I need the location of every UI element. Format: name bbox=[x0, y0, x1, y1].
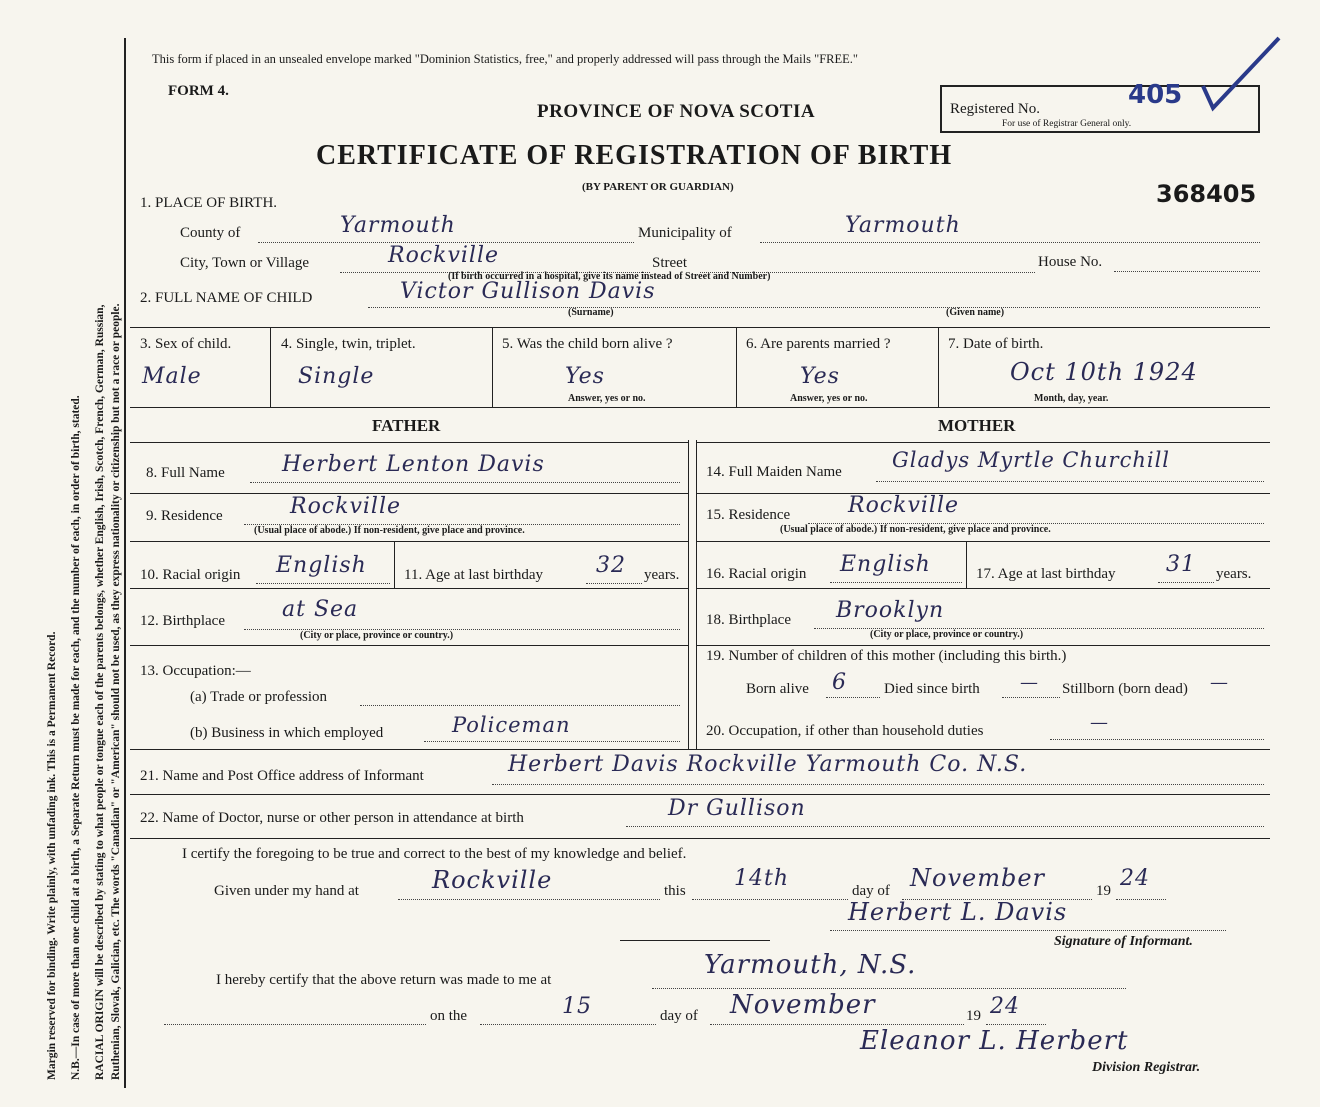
occupation-label: 13. Occupation:— bbox=[140, 663, 251, 679]
informant-signature: Herbert L. Davis bbox=[848, 898, 1068, 926]
mother-residence-note: (Usual place of abode.) If non-resident, give place and province. bbox=[780, 524, 1051, 535]
margin-note-2: N.B.—In case of more than one child at a birth, a Separate Return must be made for each, and the number of each, in order of birth, stated. bbox=[70, 395, 82, 1080]
mother-birthplace-note: (City or place, province or country.) bbox=[870, 629, 1024, 640]
father-residence-note: (Usual place of abode.) If non-resident, give place and province. bbox=[254, 525, 525, 536]
married-answer-note: Answer, yes or no. bbox=[790, 393, 868, 404]
fullname-label: 2. FULL NAME OF CHILD bbox=[140, 290, 313, 306]
return-place: Yarmouth, N.S. bbox=[704, 950, 917, 980]
registered-check-mark bbox=[1195, 34, 1285, 114]
father-age-label: 11. Age at last birthday bbox=[404, 567, 543, 583]
alive-value: Yes bbox=[565, 364, 605, 389]
single-value: Single bbox=[298, 364, 375, 389]
subtitle: (BY PARENT OR GUARDIAN) bbox=[582, 181, 734, 193]
stillborn-value: — bbox=[1210, 672, 1229, 693]
dob-value: Oct 10th 1924 bbox=[1010, 358, 1198, 386]
mother-occupation-label: 20. Occupation, if other than household duties bbox=[706, 723, 984, 739]
married-label: 6. Are parents married ? bbox=[746, 336, 891, 352]
stillborn-label: Stillborn (born dead) bbox=[1062, 681, 1188, 697]
mother-years: years. bbox=[1216, 566, 1252, 582]
certify-text: I certify the foregoing to be true and correct to the best of my knowledge and belief. bbox=[182, 846, 687, 862]
registered-number: 405 bbox=[1128, 80, 1183, 110]
margin-note-1: Margin reserved for binding. Write plainly, with unfading ink. This is a Permanent Record. bbox=[46, 631, 58, 1080]
return-text: I hereby certify that the above return was made to me at bbox=[216, 972, 552, 988]
city-label: City, Town or Village bbox=[180, 255, 310, 271]
father-birthplace-note: (City or place, province or country.) bbox=[300, 630, 454, 641]
business-label: (b) Business in which employed bbox=[190, 725, 384, 741]
county-value: Yarmouth bbox=[340, 213, 456, 238]
month2-value: November bbox=[730, 990, 876, 1020]
serial-number: 368405 bbox=[1156, 180, 1257, 208]
given-label: Given under my hand at bbox=[214, 883, 359, 899]
on-label: on the bbox=[430, 1008, 468, 1024]
father-age-value: 32 bbox=[596, 553, 626, 578]
municipality-label: Municipality of bbox=[638, 225, 732, 241]
certificate-title: CERTIFICATE OF REGISTRATION OF BIRTH bbox=[316, 140, 953, 171]
this-day: 14th bbox=[734, 866, 790, 891]
mother-age-label: 17. Age at last birthday bbox=[976, 566, 1116, 582]
died-value: — bbox=[1020, 672, 1039, 693]
died-label: Died since birth bbox=[884, 681, 980, 697]
informant-label: 21. Name and Post Office address of Informant bbox=[140, 768, 424, 784]
dob-label: 7. Date of birth. bbox=[948, 336, 1044, 352]
signature-label: Signature of Informant. bbox=[1054, 934, 1193, 949]
street-label: Street bbox=[652, 255, 687, 271]
mother-residence-label: 15. Residence bbox=[706, 507, 791, 523]
sex-label: 3. Sex of child. bbox=[140, 336, 232, 352]
father-name-value: Herbert Lenton Davis bbox=[282, 452, 545, 477]
given-note: (Given name) bbox=[946, 307, 1005, 318]
mother-occupation-value: — bbox=[1090, 712, 1109, 733]
dayof-label: day of bbox=[852, 883, 890, 899]
hospital-note: (If birth occurred in a hospital, give its name instead of Street and Number) bbox=[448, 271, 771, 282]
this-label: this bbox=[664, 883, 686, 899]
county-label: County of bbox=[180, 225, 241, 241]
father-race-label: 10. Racial origin bbox=[140, 567, 241, 583]
dayof2-label: day of bbox=[660, 1008, 698, 1024]
mother-birthplace-label: 18. Birthplace bbox=[706, 612, 791, 628]
on-day: 15 bbox=[562, 994, 592, 1019]
place-heading: 1. PLACE OF BIRTH. bbox=[140, 195, 278, 211]
fullname-value: Victor Gullison Davis bbox=[400, 279, 656, 304]
sex-value: Male bbox=[142, 364, 202, 389]
doctor-label: 22. Name of Doctor, nurse or other person in attendance at birth bbox=[140, 810, 524, 826]
mail-note: This form if placed in an unsealed envelope marked "Dominion Statistics, free," and properly addressed will pass through the Mails "FREE." bbox=[152, 52, 859, 66]
doctor-value: Dr Gullison bbox=[668, 796, 806, 821]
registrar-signature: Eleanor L. Herbert bbox=[860, 1026, 1129, 1056]
mother-race-label: 16. Racial origin bbox=[706, 566, 807, 582]
given-place: Rockville bbox=[432, 866, 553, 894]
dob-note: Month, day, year. bbox=[1034, 393, 1109, 404]
form-number: FORM 4. bbox=[168, 83, 229, 99]
registrar-note: For use of Registrar General only. bbox=[1002, 119, 1132, 129]
city-value: Rockville bbox=[388, 243, 500, 268]
mother-birthplace-value: Brooklyn bbox=[836, 598, 945, 623]
born-alive-value: 6 bbox=[832, 670, 847, 695]
informant-value: Herbert Davis Rockville Yarmouth Co. N.S. bbox=[508, 752, 1028, 777]
alive-label: 5. Was the child born alive ? bbox=[502, 336, 673, 352]
margin-note-3: RACIAL ORIGIN will be described by stating to what people or tongue each of the parents belongs, whether English, Irish, Scotch, French, German, Russian, bbox=[94, 304, 106, 1080]
year2-prefix: 19 bbox=[966, 1008, 981, 1024]
father-birthplace-value: at Sea bbox=[282, 597, 359, 622]
mother-race-value: English bbox=[840, 552, 931, 577]
province-title: PROVINCE OF NOVA SCOTIA bbox=[537, 101, 816, 122]
father-race-value: English bbox=[276, 553, 367, 578]
father-birthplace-label: 12. Birthplace bbox=[140, 613, 225, 629]
month-value: November bbox=[910, 864, 1046, 892]
surname-note: (Surname) bbox=[568, 307, 614, 318]
married-value: Yes bbox=[800, 364, 840, 389]
year-prefix: 19 bbox=[1096, 883, 1111, 899]
born-alive-label: Born alive bbox=[746, 681, 809, 697]
mother-name-value: Gladys Myrtle Churchill bbox=[892, 448, 1171, 472]
house-label: House No. bbox=[1038, 254, 1103, 270]
mother-name-label: 14. Full Maiden Name bbox=[706, 464, 842, 480]
father-residence-label: 9. Residence bbox=[146, 508, 223, 524]
trade-label: (a) Trade or profession bbox=[190, 689, 328, 705]
mother-residence-value: Rockville bbox=[848, 493, 960, 518]
father-heading: FATHER bbox=[372, 416, 441, 435]
year-suffix: 24 bbox=[1120, 866, 1150, 891]
mother-heading: MOTHER bbox=[938, 416, 1016, 435]
single-label: 4. Single, twin, triplet. bbox=[281, 336, 416, 352]
mother-age-value: 31 bbox=[1166, 552, 1196, 577]
year2-suffix: 24 bbox=[990, 994, 1020, 1019]
father-years: years. bbox=[644, 567, 680, 583]
father-residence-value: Rockville bbox=[290, 494, 402, 519]
binding-line bbox=[124, 38, 126, 1088]
registered-label: Registered No. bbox=[950, 101, 1040, 117]
business-value: Policeman bbox=[452, 713, 571, 737]
margin-note-4: Ruthenian, Slovak, Galician, etc. The words "Canadian" or "American" should not be used, as they express nationality or citizenship but not a race or people. bbox=[110, 303, 122, 1080]
father-name-label: 8. Full Name bbox=[146, 465, 225, 481]
children-label: 19. Number of children of this mother (including this birth.) bbox=[706, 648, 1067, 664]
municipality-value: Yarmouth bbox=[845, 213, 961, 238]
alive-answer-note: Answer, yes or no. bbox=[568, 393, 646, 404]
registrar-label: Division Registrar. bbox=[1092, 1060, 1201, 1075]
